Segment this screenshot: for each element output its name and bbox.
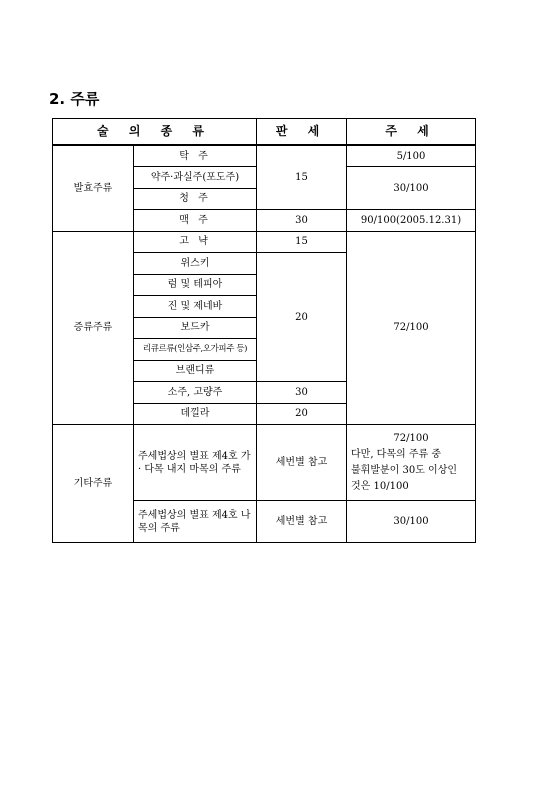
ju-se-other1-rate: 72/100: [393, 432, 429, 444]
header-liquor-type: 술 의 종 류: [53, 119, 257, 146]
ju-se-other2: 30/100: [347, 501, 476, 543]
pan-se-maekju: 30: [257, 210, 347, 232]
header-pan-se: 판 세: [257, 119, 347, 146]
ju-se-other1-note2: 불휘발분이 30도 이상인: [351, 464, 458, 476]
ju-se-maekju: 90/100(2005.12.31): [347, 210, 476, 232]
row-other1: 주세법상의 별표 제4호 가 · 다목 내지 마목의 주류: [134, 425, 257, 501]
ju-se-other1: [347, 425, 476, 501]
ju-se-other1-note1: 다만, 다목의 주류 중: [351, 448, 441, 460]
row-vodka: 보드카: [134, 317, 257, 339]
header-ju-se: 주 세: [347, 119, 476, 146]
pan-se-tequila: 20: [257, 403, 347, 425]
pan-se-other1: 세번별 참고: [257, 425, 347, 501]
row-whisky: 위스키: [134, 253, 257, 275]
row-other2: 주세법상의 별표 제4호 나목의 주류: [134, 501, 257, 543]
ju-se-other1-note3: 것은 10/100: [351, 480, 409, 492]
liquor-tax-table: [52, 118, 476, 543]
pan-se-fermented: 15: [257, 145, 347, 210]
table-row: [53, 145, 476, 167]
row-maekju: 맥 주: [134, 210, 257, 232]
table-row: [53, 425, 476, 501]
row-soju: 소주, 고량주: [134, 382, 257, 404]
pan-se-other2: 세번별 참고: [257, 501, 347, 543]
row-cheongju: 청 주: [134, 188, 257, 210]
pan-se-soju: 30: [257, 382, 347, 404]
row-brandy: 브랜디류: [134, 360, 257, 382]
ju-se-distilled: 72/100: [347, 231, 476, 425]
row-yakju: 약주·과실주(포도주): [134, 167, 257, 189]
table-row: [53, 231, 476, 253]
row-rum: 럼 및 테피아: [134, 274, 257, 296]
row-gin: 진 및 제네바: [134, 296, 257, 318]
pan-se-goryang: 15: [257, 231, 347, 253]
group-fermented: 발효주류: [53, 145, 134, 231]
group-distilled: 증류주류: [53, 231, 134, 425]
row-takju: 탁 주: [134, 145, 257, 167]
table-header-row: [53, 119, 476, 146]
row-goryang: 고 냑: [134, 231, 257, 253]
group-other: 기타주류: [53, 425, 134, 543]
row-liqueur: 리큐르류(인삼주,오가피주 등): [134, 339, 257, 361]
ju-se-yakju-cheongju: 30/100: [347, 167, 476, 210]
row-tequila: 데낄라: [134, 403, 257, 425]
pan-se-distilled-mid: 20: [257, 253, 347, 382]
section-title: 2. 주류: [49, 90, 100, 108]
ju-se-takju: 5/100: [347, 145, 476, 167]
